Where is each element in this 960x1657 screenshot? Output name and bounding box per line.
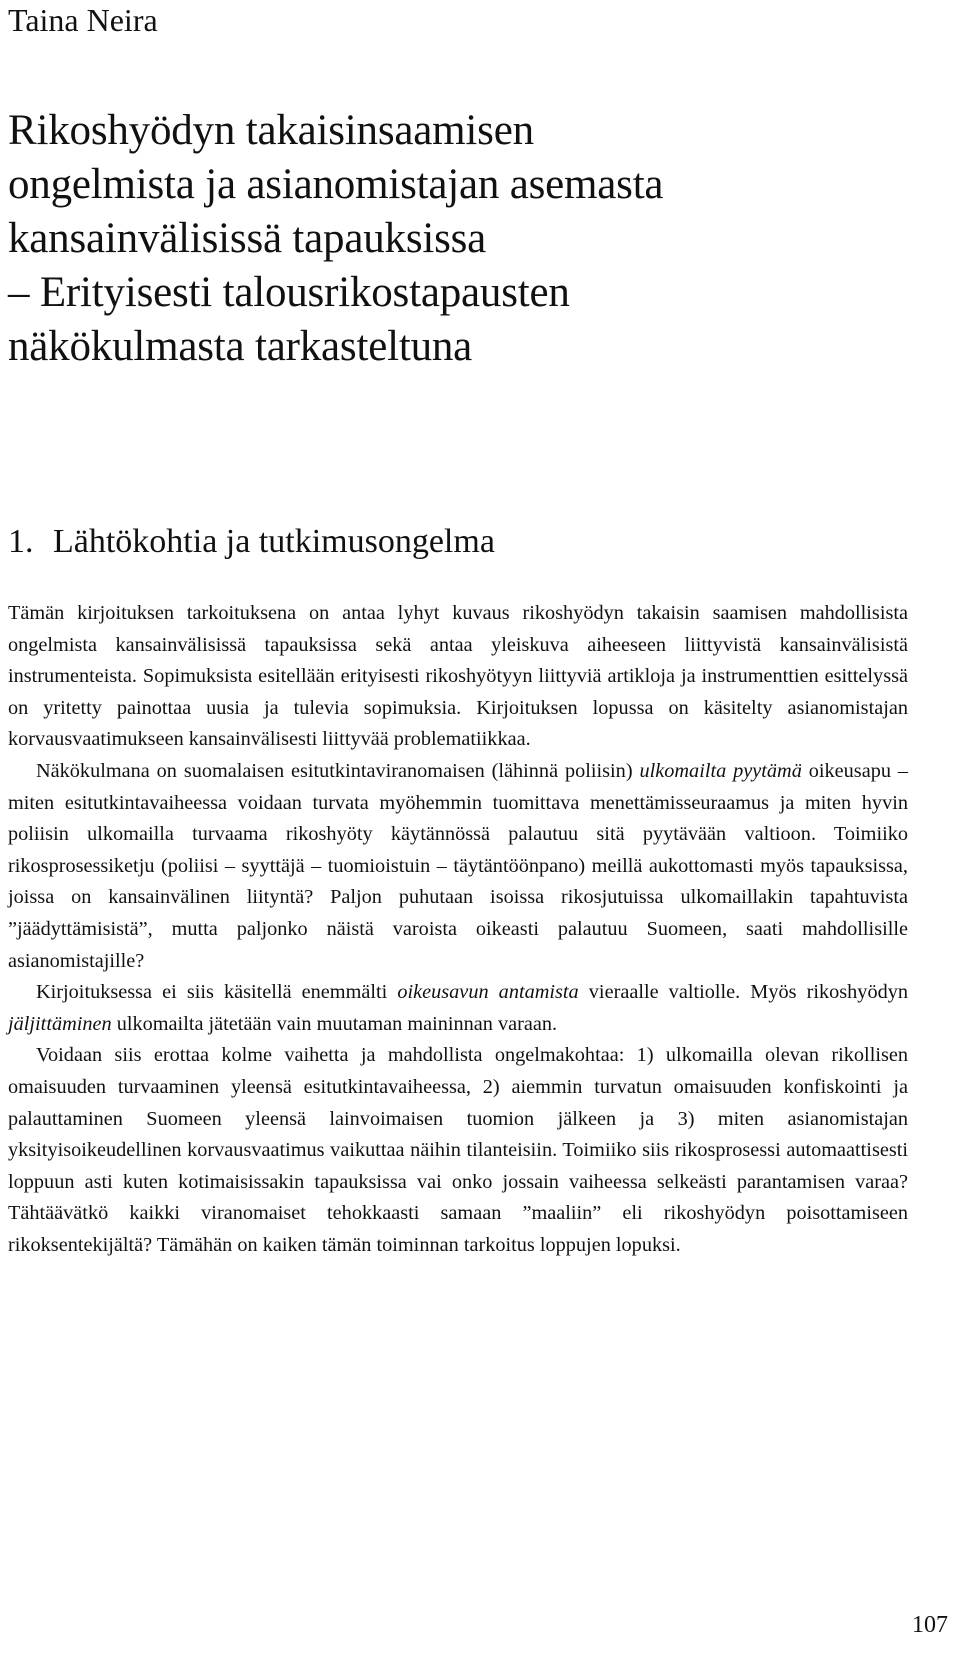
paragraph: Voidaan siis erottaa kolme vaihetta ja mahdollista ongelmakohtaa: 1) ulkomailla olevan rikollisen omaisuuden turvaaminen yleensä esitutkintavaiheessa, 2) aiemmin turvatun omaisuuden konfiskointi ja palauttaminen Suomeen yleensä lainvoimaisen tuomion jälkeen ja 3) miten asianomistajan yksityisoikeudellinen korvausvaatimus vaikuttaa näihin tilanteisiin. Toimiiko siis rikosprosessi automaattisesti loppuun asti kuten kotimaisissakin tapauksissa vai onko jossain vaiheessa selkeästi parantamisen varaa? Tähtäävätkö kaikki viranomaiset tehokkaasti samaan ”maaliin” eli rikoshyödyn poisottamiseen rikoksentekijältä? Tämähän on kaiken tämän toiminnan tarkoitus loppujen lopuksi. <box>8 1044 908 1256</box>
title-line: ongelmista ja asianomistajan asemasta <box>8 161 664 208</box>
paragraph-text: Kirjoituksessa ei siis käsitellä enemmälti <box>36 981 398 1004</box>
document-page <box>8 0 952 1657</box>
section-number: 1. <box>8 523 34 560</box>
emphasis-text: jäljittäminen <box>8 1012 112 1035</box>
paragraph: Tämän kirjoituksen tarkoituksena on antaa lyhyt kuvaus rikoshyödyn takaisin saamisen mahdollisista ongelmista kansainvälisissä tapauksissa sekä antaa yleiskuva aiheeseen liittyvistä kansainvälisistä instrumenteista. Sopimuksista esitellään erityisesti rikoshyötyyn liittyviä artikloja ja instrumenttien esittelyssä on yritetty painottaa uusia ja tulevia sopimuksia. Kirjoituksen lopussa on käsitelty asianomistajan korvausvaatimukseen kansainvälisesti liittyvää problematiikkaa. <box>8 602 908 751</box>
page-number: 107 <box>912 1612 948 1638</box>
title-line: kansainvälisissä tapauksissa <box>8 215 487 262</box>
paragraph-text: ulkomailta jätetään vain muutaman maininnan varaan. <box>111 1012 558 1035</box>
paragraph <box>8 977 908 1040</box>
title-line: Rikoshyödyn takaisinsaamisen <box>8 107 534 154</box>
section-heading <box>8 518 495 566</box>
emphasis-text: oikeusavun antamista <box>397 981 579 1004</box>
body-text <box>8 598 908 1261</box>
paragraph-text: vieraalle valtiolle. Myös rikoshyödyn <box>578 981 909 1004</box>
section-title: Lähtökohtia ja tutkimusongelma <box>53 523 495 560</box>
emphasis-text: ulkomailta pyytämä <box>639 759 802 782</box>
paragraph-text: oikeusapu – miten esitutkintavaiheessa voidaan turvata myöhemmin tuomittava menettämisseuraamus ja miten hyvin poliisin ulkomailla turvaama rikoshyöty käytännössä palautuu sitä pyytävään valtioon. Toimiiko rikosprosessiketju (poliisi – syyttäjä – tuomioistuin – täytäntöönpano) meillä aukottomasti myös tapauksissa, joissa on kansainvälinen liityntä? Paljon puhutaan isoissa rikosjutuissa ulkomaillakin tapahtuvista ”jäädyttämisistä”, mutta paljonko näistä varoista oikeasti palautuu Suomeen, saati mahdollisille asianomistajille? <box>8 759 909 972</box>
author-name: Taina Neira <box>8 2 158 38</box>
title-line: näkökulmasta tarkasteltuna <box>8 323 473 370</box>
paragraph <box>8 756 908 977</box>
paragraph-text: Näkökulmana on suomalaisen esitutkintaviranomaisen (lähinnä poliisin) <box>36 759 640 782</box>
article-title <box>8 104 908 374</box>
title-line: – Erityisesti talousrikostapausten <box>8 269 570 316</box>
